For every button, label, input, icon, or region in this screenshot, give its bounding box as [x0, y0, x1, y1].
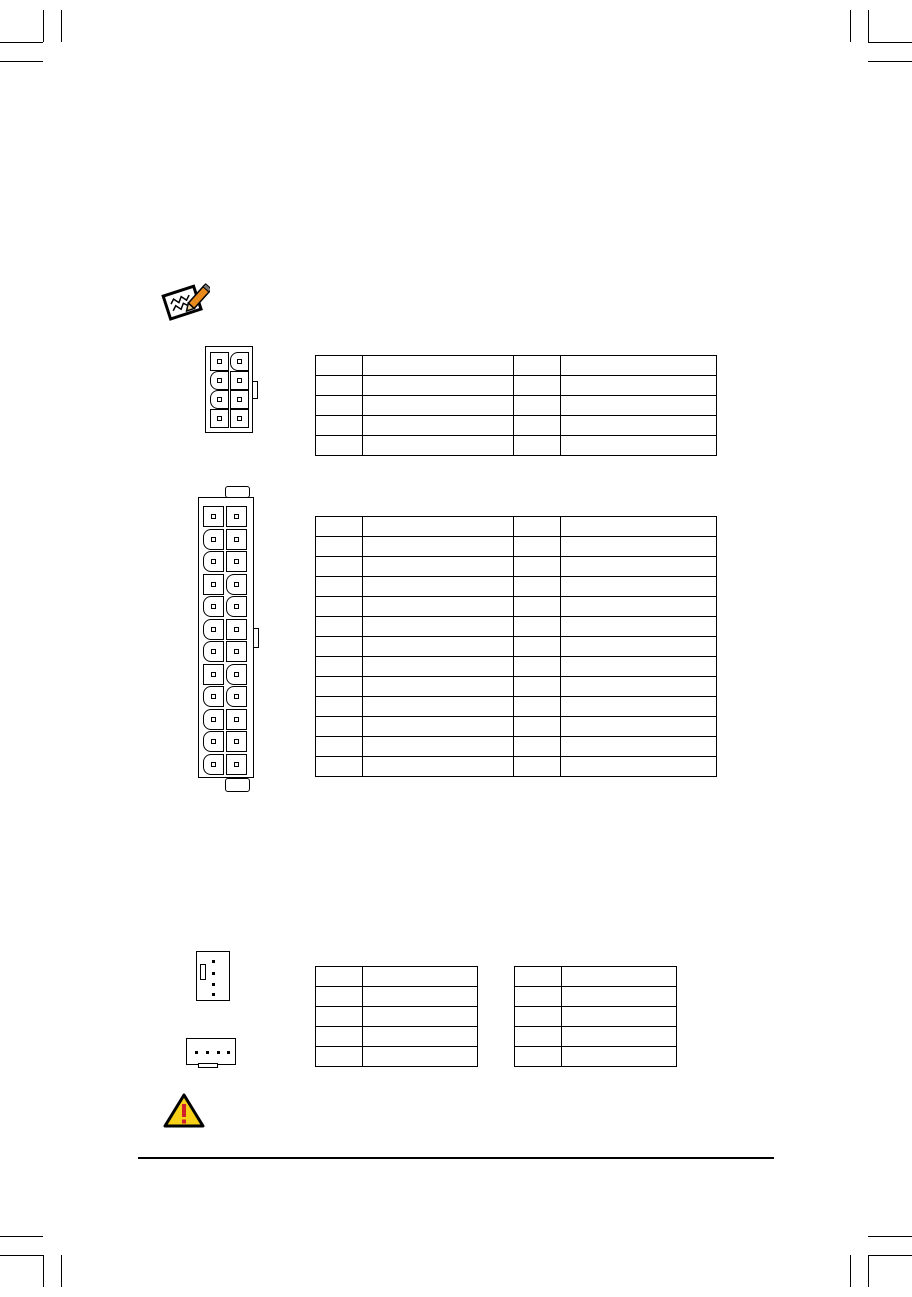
connector-pin	[226, 686, 247, 707]
connector-pin	[226, 754, 247, 775]
connector-pin	[203, 664, 224, 685]
connector-pin	[203, 596, 224, 617]
connector-pin	[203, 754, 224, 775]
connector-pin	[226, 731, 247, 752]
atx-main-side-latch	[253, 628, 259, 648]
connector-pin	[203, 641, 224, 662]
atx-main-connector-diagram	[198, 497, 254, 778]
connector-pin	[203, 619, 224, 640]
connector-pin	[203, 574, 224, 595]
atx-12v-connector-diagram	[205, 346, 253, 433]
table-row	[316, 737, 717, 757]
fan-header-horizontal-key	[198, 1063, 218, 1068]
fan-pin-table-right	[514, 966, 677, 1067]
connector-pin	[226, 506, 247, 527]
fan-pin-table-left	[315, 966, 478, 1067]
connector-pin	[226, 641, 247, 662]
table-row	[316, 677, 717, 697]
connector-pin	[203, 686, 224, 707]
table-row	[515, 1007, 677, 1027]
connector-pin	[226, 596, 247, 617]
table-row	[316, 557, 717, 577]
table-row	[515, 1047, 677, 1067]
atx-12v-latch	[252, 381, 258, 399]
table-row	[316, 356, 717, 376]
table-row	[316, 717, 717, 737]
fan-header-horizontal-diagram	[186, 1038, 236, 1065]
table-row	[316, 396, 717, 416]
table-row	[316, 697, 717, 717]
connector-pin	[226, 709, 247, 730]
atx-12v-pin-table	[315, 355, 717, 456]
atx-main-pin-table	[315, 516, 717, 777]
table-row	[316, 537, 717, 557]
connector-pin	[203, 506, 224, 527]
table-row	[316, 517, 717, 537]
connector-pin	[226, 551, 247, 572]
connector-pin	[226, 529, 247, 550]
table-row	[316, 376, 717, 396]
connector-pin	[226, 574, 247, 595]
connector-pin	[226, 664, 247, 685]
connector-pin	[203, 551, 224, 572]
table-row	[316, 416, 717, 436]
atx-main-bottom-latch	[225, 778, 250, 792]
table-row	[316, 967, 478, 987]
caution-triangle-icon	[163, 1093, 205, 1129]
table-row	[515, 967, 677, 987]
connector-pin	[203, 709, 224, 730]
table-row	[316, 617, 717, 637]
table-row	[316, 597, 717, 617]
table-row	[316, 1027, 478, 1047]
connector-pin	[203, 731, 224, 752]
table-row	[316, 987, 478, 1007]
table-row	[316, 757, 717, 777]
note-pencil-icon	[160, 280, 210, 324]
fan-header-vertical-diagram	[196, 951, 230, 1001]
table-row	[316, 637, 717, 657]
connector-pin	[203, 529, 224, 550]
table-row	[515, 987, 677, 1007]
table-row	[316, 657, 717, 677]
table-row	[316, 436, 717, 456]
footer-rule	[138, 1157, 774, 1159]
table-row	[316, 1007, 478, 1027]
table-row	[316, 1047, 478, 1067]
table-row	[316, 577, 717, 597]
table-row	[515, 1027, 677, 1047]
connector-pin	[226, 619, 247, 640]
